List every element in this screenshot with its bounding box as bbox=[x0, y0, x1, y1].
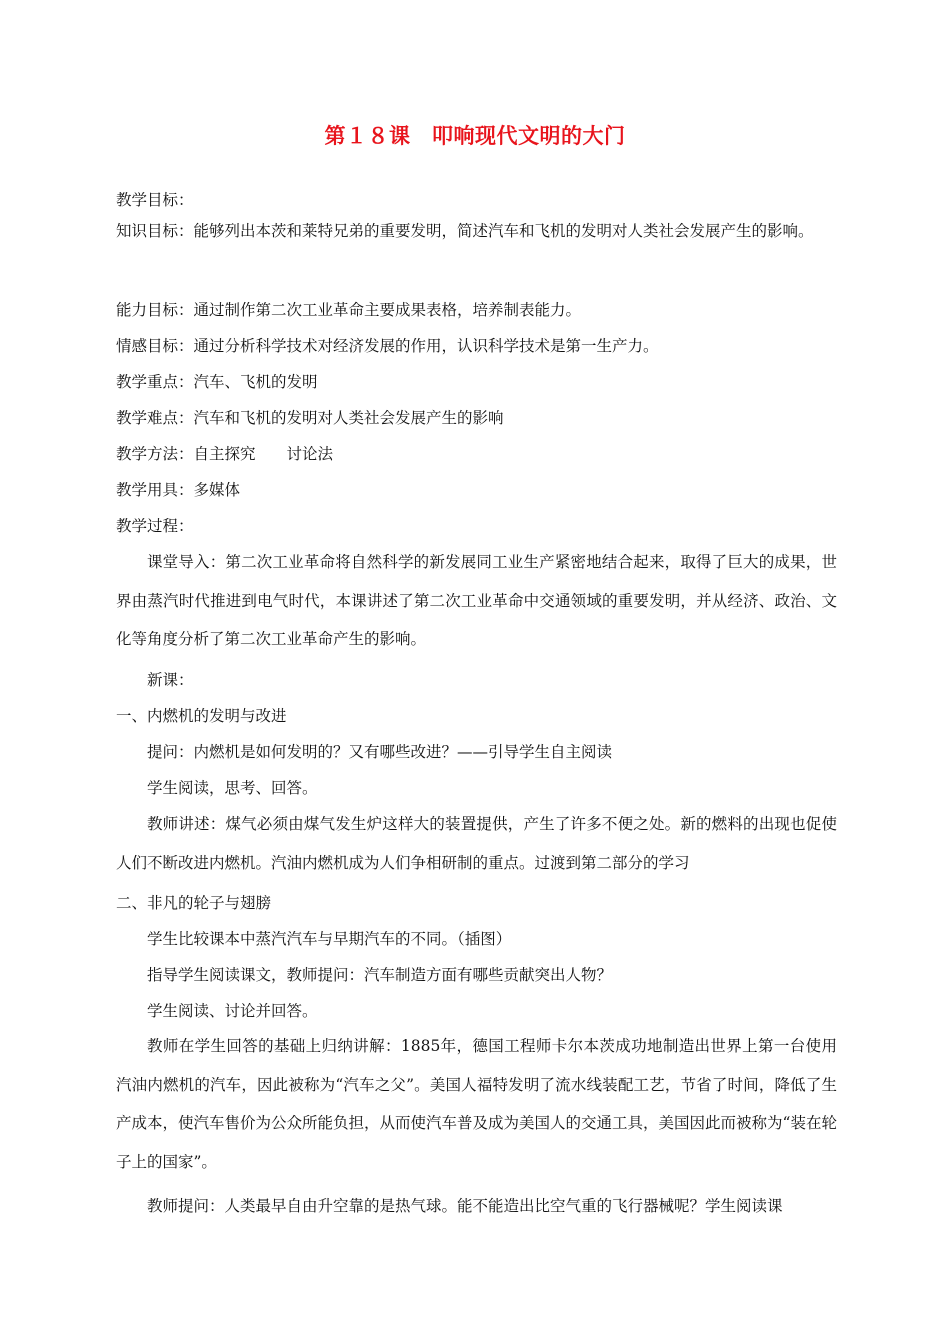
question-2: 教师提问：人类最早自由升空靠的是热气球。能不能造出比空气重的飞行器械呢？学生阅读课 bbox=[147, 1197, 783, 1215]
emotion-goal: 情感目标：通过分析科学技术对经济发展的作用，认识科学技术是第一生产力。 bbox=[116, 337, 659, 355]
guide-question: 指导学生阅读课文，教师提问：汽车制造方面有哪些贡献突出人物？ bbox=[147, 966, 613, 984]
section-1-heading: 一、内燃机的发明与改进 bbox=[116, 707, 287, 725]
question-1: 提问：内燃机是如何发明的？又有哪些改进？——引导学生自主阅读 bbox=[147, 743, 613, 761]
new-lesson-label: 新课： bbox=[147, 671, 194, 689]
compare-cars: 学生比较课本中蒸汽汽车与早期汽车的不同。（插图） bbox=[147, 930, 512, 948]
teaching-process-heading: 教学过程： bbox=[116, 517, 194, 535]
teaching-tools: 教学用具：多媒体 bbox=[116, 481, 241, 499]
difficult-points: 教学难点：汽车和飞机的发明对人类社会发展产生的影响 bbox=[116, 409, 504, 427]
student-read-1: 学生阅读，思考、回答。 bbox=[147, 779, 318, 797]
key-points: 教学重点：汽车、飞机的发明 bbox=[116, 373, 318, 391]
teacher-summary: 教师在学生回答的基础上归纳讲解：1885年，德国工程师卡尔本茨成功地制造出世界上第一台使用汽油内燃机的汽车，因此被称为“汽车之父”。美国人福特发明了流水线装配工艺，节省了时间，降低了生产成本，使汽车售价为公众所能负担，从而使汽车普及成为美国人的交通工具，美国因此而被称为“装在轮子上的国家”。 bbox=[116, 1037, 837, 1171]
section-2-heading: 二、非凡的轮子与翅膀 bbox=[116, 894, 272, 912]
intro-paragraph: 课堂导入：第二次工业革命将自然科学的新发展同工业生产紧密地结合起来，取得了巨大的成果，世界由蒸汽时代推进到电气时代，本课讲述了第二次工业革命中交通领域的重要发明，并从经济、政治、文化等角度分析了第二次工业革命产生的影响。 bbox=[116, 553, 837, 648]
page-title: 第１８课 叩响现代文明的大门 bbox=[324, 124, 626, 148]
knowledge-goal: 知识目标：能够列出本茨和莱特兄弟的重要发明，简述汽车和飞机的发明对人类社会发展产生的影响。 bbox=[116, 222, 814, 240]
student-read-2: 学生阅读、讨论并回答。 bbox=[147, 1002, 318, 1020]
teaching-goals-heading: 教学目标： bbox=[116, 191, 194, 209]
teaching-methods: 教学方法：自主探究 讨论法 bbox=[116, 445, 334, 463]
teacher-narration-1: 教师讲述：煤气必须由煤气发生炉这样大的装置提供，产生了许多不便之处。新的燃料的出现也促使人们不断改进内燃机。汽油内燃机成为人们争相研制的重点。过渡到第二部分的学习 bbox=[116, 815, 837, 872]
ability-goal: 能力目标：通过制作第二次工业革命主要成果表格，培养制表能力。 bbox=[116, 301, 582, 319]
